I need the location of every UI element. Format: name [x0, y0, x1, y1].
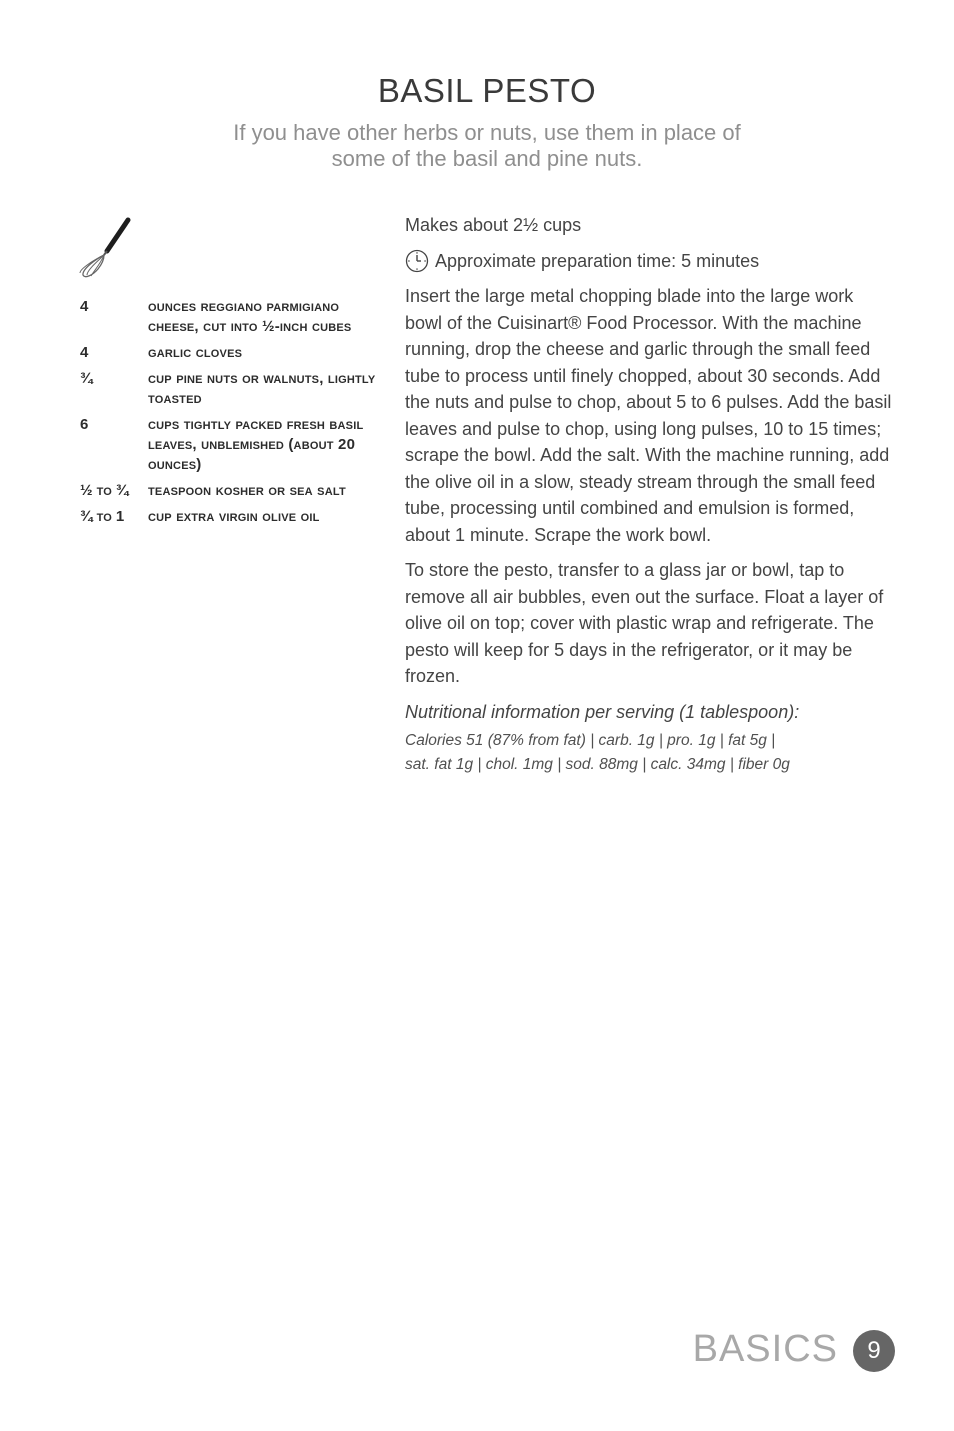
page-number-badge: 9 [853, 1330, 895, 1372]
whisk-icon [76, 217, 134, 279]
ingredient-list [80, 297, 380, 533]
prep-time-text: Approximate preparation time: 5 minutes [435, 250, 760, 271]
instruction-paragraph-1: Insert the large metal chopping blade into the large work bowl of the Cuisinart® Food Processor. With the machine running, drop the cheese and garlic through the small feed tube to process until finely chopped, about 30 seconds. Add the nuts and pulse to chop, about 5 to 6 pulses. Add the basil leaves and pulse to chop, using long pulses, 10 to 15 times; scrape the bowl. Add the salt. With the machine running, add the olive oil in a slow, steady stream through the small feed tube, processing until combined and emulsion is formed, about 1 minute. Scrape the work bowl. [405, 286, 892, 545]
ingredient-quantity: 6 [80, 416, 89, 433]
ingredient-description: cups tightly packed fresh basil leaves, unblemished (about 20 ounces) [148, 416, 364, 473]
prep-time [405, 248, 895, 275]
instruction-paragraph-2: To store the pesto, transfer to a glass jar or bowl, tap to remove all air bubbles, even out the surface. Float a layer of olive oil on top; cover with plastic wrap and refrigerate. The pesto will keep for 5 days in the refrigerator, or it may be frozen. [405, 560, 884, 686]
subtitle-line-1: If you have other herbs or nuts, use them in place of [233, 120, 741, 145]
recipe-title: BASIL PESTO [377, 72, 597, 109]
ingredient-item [80, 481, 380, 501]
clock-icon [405, 249, 429, 273]
recipe-yield: Makes about 2½ cups [405, 215, 582, 235]
ingredient-item [80, 415, 380, 475]
ingredient-quantity: 4 [80, 344, 89, 361]
nutrition-line-2: sat. fat 1g | chol. 1mg | sod. 88mg | calc. 34mg | fiber 0g [405, 756, 790, 773]
ingredient-quantity: ¾ [80, 370, 93, 387]
ingredient-quantity: ¾ to 1 [80, 508, 125, 525]
ingredient-item [80, 343, 380, 363]
recipe-subtitle [0, 120, 954, 172]
nutrition-line-1: Calories 51 (87% from fat) | carb. 1g | pro. 1g | fat 5g | [405, 732, 776, 749]
ingredient-description: cup pine nuts or walnuts, lightly toasted [148, 370, 376, 407]
nutrition-heading: Nutritional information per serving (1 tablespoon): [405, 701, 800, 722]
ingredient-description: garlic cloves [148, 344, 243, 361]
recipe-instructions [405, 212, 895, 777]
ingredient-item [80, 297, 380, 337]
ingredient-quantity: 4 [80, 298, 89, 315]
ingredient-description: ounces reggiano parmigiano cheese, cut into ½-inch cubes [148, 298, 352, 335]
ingredient-item [80, 507, 380, 527]
subtitle-line-2: some of the basil and pine nuts. [331, 146, 643, 171]
nutrition-info [405, 699, 895, 778]
section-label: BASICS [692, 1328, 838, 1370]
ingredient-item [80, 369, 380, 409]
ingredient-quantity: ½ to ¾ [80, 482, 129, 499]
ingredient-description: cup extra virgin olive oil [148, 508, 320, 525]
ingredient-description: teaspoon kosher or sea salt [148, 482, 346, 499]
